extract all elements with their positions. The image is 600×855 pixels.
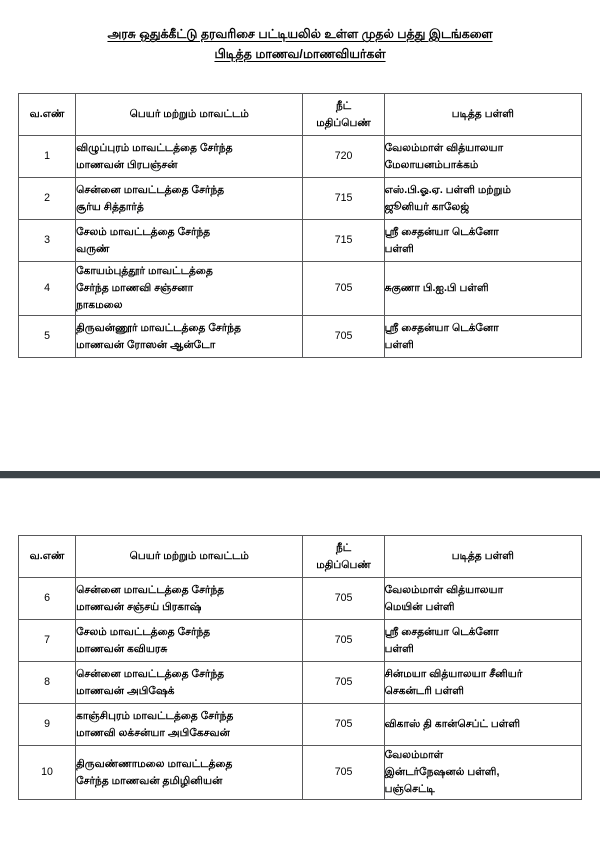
school-name-line-1: ஸ்ரீ சைதன்யா டெக்னோ <box>384 321 499 334</box>
column-header-name: பெயர் மற்றும் மாவட்டம் <box>76 94 303 136</box>
table-row <box>19 578 582 620</box>
page-title-line-1: அரசு ஒதுக்கீட்டு தரவரிசை பட்டியலில் உள்ள முதல் பத்து இடங்களை <box>107 27 493 41</box>
cell-neet-marks: 705 <box>303 620 384 662</box>
cell-student-name-district <box>76 662 303 704</box>
cell-serial-number: 1 <box>19 136 76 178</box>
page-title <box>36 0 564 64</box>
cell-student-name-district <box>76 136 303 178</box>
student-name-line-2: மாணவன் ரோஸன் ஆன்டோ <box>76 338 216 351</box>
column-header-name: பெயர் மற்றும் மாவட்டம் <box>76 536 303 578</box>
student-name-line-2: மாணவன் கவியரசு <box>76 642 168 655</box>
cell-neet-marks: 705 <box>303 746 384 800</box>
school-name-line-1: வேலம்மாள் <box>384 749 444 761</box>
student-name-line-2: வருண் <box>76 242 110 255</box>
cell-school-name <box>384 620 581 662</box>
table-row <box>19 136 582 178</box>
school-name-line-1: சுகுணா பி.ஐ.பி பள்ளி <box>384 282 489 294</box>
school-name-line-3: பஞ்செட்டி <box>384 783 435 795</box>
cell-serial-number: 3 <box>19 220 76 262</box>
student-name-line-2: சேர்ந்த மாணவன் தமிழினியன் <box>76 774 223 787</box>
column-header-marks-line-2: மதிப்பெண் <box>316 116 371 129</box>
school-name-line-1: ஸ்ரீ சைதன்யா டெக்னோ <box>384 625 499 638</box>
student-name-line-2: மாணவன் அபிஷேக் <box>76 684 175 697</box>
school-name-line-2: இன்டர்நேஷனல் பள்ளி, <box>384 766 500 778</box>
cell-neet-marks: 720 <box>303 136 384 178</box>
student-name-line-1: சேலம் மாவட்டத்தை சேர்ந்த <box>76 225 211 238</box>
table-body-2 <box>19 578 582 800</box>
student-name-line-1: திருவன்ணூர் மாவட்டத்தை சேர்ந்த <box>76 321 241 334</box>
rank-table-section-1 <box>18 93 582 358</box>
student-name-line-1: சென்னை மாவட்டத்தை சேர்ந்த <box>76 183 225 196</box>
cell-school-name <box>384 136 581 178</box>
cell-student-name-district <box>76 704 303 746</box>
table-row <box>19 316 582 358</box>
school-name-line-2: செகன்டரி பள்ளி <box>384 684 464 697</box>
column-header-marks-line-2: மதிப்பெண் <box>316 558 371 571</box>
student-name-line-1: கோயம்புத்தூர் மாவட்டத்தை <box>76 265 213 277</box>
cell-student-name-district <box>76 316 303 358</box>
column-header-sno: வ.எண் <box>19 536 76 578</box>
school-name-line-1: வேலம்மாள் வித்யாலயா <box>384 141 504 154</box>
cell-serial-number: 2 <box>19 178 76 220</box>
cell-student-name-district <box>76 262 303 316</box>
cell-neet-marks: 705 <box>303 578 384 620</box>
cell-student-name-district <box>76 178 303 220</box>
cell-neet-marks: 715 <box>303 178 384 220</box>
cell-student-name-district <box>76 220 303 262</box>
table-header-row <box>19 94 582 136</box>
school-name-line-1: ஸ்ரீ சைதன்யா டெக்னோ <box>384 225 499 238</box>
school-name-line-1: விகாஸ் தி கான்செப்ட் பள்ளி <box>384 718 521 730</box>
student-name-line-1: காஞ்சிபுரம் மாவட்டத்தை சேர்ந்த <box>76 709 234 722</box>
cell-school-name <box>384 316 581 358</box>
page-separator-band <box>0 471 600 479</box>
school-name-line-2: மெயின் பள்ளி <box>384 600 455 613</box>
student-name-line-1: சென்னை மாவட்டத்தை சேர்ந்த <box>76 667 225 680</box>
student-name-line-1: சேலம் மாவட்டத்தை சேர்ந்த <box>76 625 211 638</box>
column-header-marks-line-1: நீட் <box>335 99 352 112</box>
cell-serial-number: 4 <box>19 262 76 316</box>
column-header-marks <box>303 536 384 578</box>
cell-school-name <box>384 746 581 800</box>
cell-school-name <box>384 578 581 620</box>
table-body-1 <box>19 136 582 358</box>
table-row <box>19 620 582 662</box>
column-header-school: படித்த பள்ளி <box>384 94 581 136</box>
school-name-line-2: மேலாயனம்பாக்கம் <box>384 158 479 171</box>
table-row <box>19 704 582 746</box>
school-name-line-2: ஜூனியர் காலேஜ் <box>384 200 470 213</box>
student-name-line-1: விழுப்புரம் மாவட்டத்தை சேர்ந்த <box>76 141 233 154</box>
rank-table-1 <box>18 93 582 358</box>
column-header-sno: வ.எண் <box>19 94 76 136</box>
rank-table-2 <box>18 535 582 800</box>
student-name-line-2: மாணவன் சஞ்சய் பிரகாஷ் <box>76 600 202 613</box>
column-header-school: படித்த பள்ளி <box>384 536 581 578</box>
cell-neet-marks: 715 <box>303 220 384 262</box>
cell-serial-number: 6 <box>19 578 76 620</box>
school-name-line-1: வேலம்மாள் வித்யாலயா <box>384 583 504 596</box>
student-name-line-2: மாணவி லக்சன்யா அபிகேசவன் <box>76 726 230 739</box>
table-row <box>19 220 582 262</box>
column-header-marks-line-1: நீட் <box>335 541 352 554</box>
cell-student-name-district <box>76 620 303 662</box>
cell-neet-marks: 705 <box>303 704 384 746</box>
table-header-row <box>19 536 582 578</box>
student-name-line-2: மாணவன் பிரபஞ்சன் <box>76 158 178 171</box>
table-row <box>19 746 582 800</box>
cell-neet-marks: 705 <box>303 316 384 358</box>
student-name-line-1: திருவண்ணாமலை மாவட்டத்தை <box>76 757 233 770</box>
rank-table-section-2 <box>18 535 582 800</box>
school-name-line-1: சின்மயா வித்யாலயா சீனியர் <box>384 667 523 680</box>
cell-school-name <box>384 262 581 316</box>
cell-serial-number: 10 <box>19 746 76 800</box>
page-title-line-2: பிடித்த மாணவ/மாணவியர்கள் <box>214 47 386 61</box>
cell-neet-marks: 705 <box>303 662 384 704</box>
table-row <box>19 662 582 704</box>
cell-serial-number: 7 <box>19 620 76 662</box>
school-name-line-2: பள்ளி <box>384 642 414 655</box>
cell-school-name <box>384 178 581 220</box>
table-row <box>19 262 582 316</box>
cell-school-name <box>384 220 581 262</box>
student-name-line-2: சேர்ந்த மாணவி சஞ்சனா <box>76 282 194 294</box>
school-name-line-1: எஸ்.பி.ஓ.ஏ. பள்ளி மற்றும் <box>384 183 511 196</box>
cell-neet-marks: 705 <box>303 262 384 316</box>
school-name-line-2: பள்ளி <box>384 242 414 255</box>
cell-student-name-district <box>76 746 303 800</box>
cell-school-name <box>384 662 581 704</box>
student-name-line-3: நாகமலை <box>76 299 123 311</box>
cell-student-name-district <box>76 578 303 620</box>
cell-serial-number: 9 <box>19 704 76 746</box>
cell-serial-number: 8 <box>19 662 76 704</box>
table-row <box>19 178 582 220</box>
student-name-line-1: சென்னை மாவட்டத்தை சேர்ந்த <box>76 583 225 596</box>
column-header-marks <box>303 94 384 136</box>
student-name-line-2: சூர்ய சித்தார்த் <box>76 200 144 213</box>
school-name-line-2: பள்ளி <box>384 338 414 351</box>
cell-school-name <box>384 704 581 746</box>
cell-serial-number: 5 <box>19 316 76 358</box>
